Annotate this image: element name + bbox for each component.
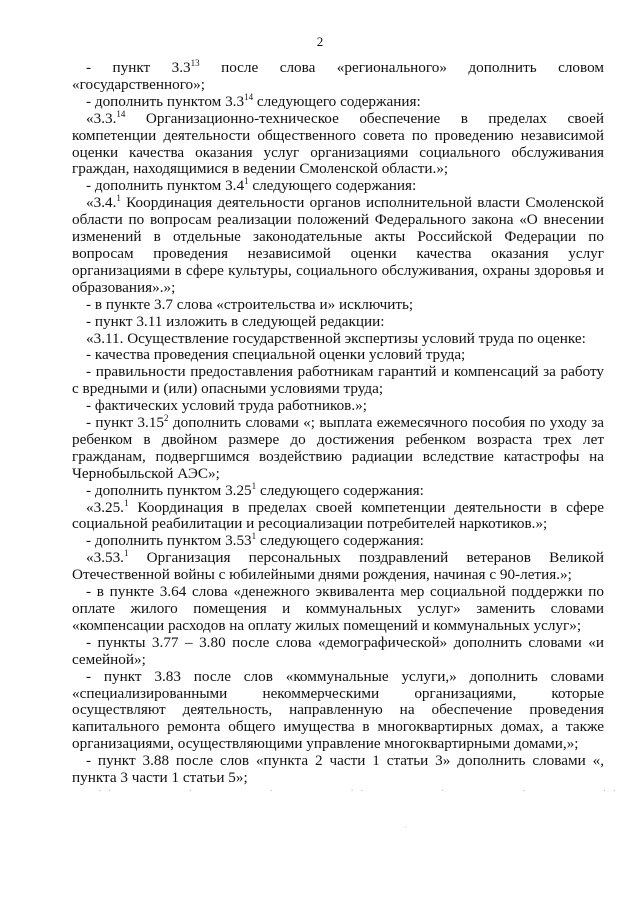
text-run: «3.11. Осуществление государственной экспертизы условий труда по оценке:: [86, 329, 586, 347]
text-run: «3.53.: [86, 549, 124, 567]
text-run: после слова «регионального» дополнить словом «государственного»;: [72, 59, 604, 93]
text-run: - дополнить пунктом 3.53: [86, 532, 252, 550]
text-run: Организация персональных поздравлений ветеранов Великой Отечественной войны с юбилейными днями рождения, начиная с 90-летия.»;: [72, 549, 604, 584]
document-body: [72, 57, 604, 787]
text-run: - пункт 3.83 после слов «коммунальные услуги,» дополнить словами «специализированными некоммерческими организациями, которые осуществляют деятельность, направленную на обеспечение проведения капитального ремонта общего имущества в многоквартирных домах, а также организациями, осуществляющими управление многоквартирными домами,»;: [72, 667, 604, 753]
text-run: - в пункте 3.7 слова «строительства и» исключить;: [86, 295, 414, 313]
text-run: следующего содержания:: [253, 92, 421, 110]
text-run: - качества проведения специальной оценки условий труда;: [86, 346, 466, 364]
paragraph: [72, 91, 604, 111]
text-run: - пункт 3.88 после слов «пункта 2 части 1 статьи 3» дополнить словами «, пункта 3 части 1 статьи 5»;: [72, 752, 604, 787]
paragraph: [72, 533, 604, 550]
text-run: - дополнить пунктом 3.25: [86, 481, 252, 499]
text-run: следующего содержания:: [256, 532, 424, 550]
text-run: дополнить словами «; выплата ежемесячного пособия по уходу за ребенком в двойном размере до достижения ребенком возраста трех лет гражданам, подвергшимся воздействию радиации вследствие катастрофы на Чернобыльской АЭС»;: [72, 414, 604, 482]
paragraph: [72, 584, 604, 635]
text-run: - пункт 3.15: [86, 414, 165, 432]
paragraph: [72, 57, 604, 94]
paragraph: [72, 550, 604, 584]
text-run: следующего содержания:: [248, 177, 417, 195]
paragraph: [72, 635, 604, 669]
paragraph: [72, 753, 604, 787]
text-run: «3.25.: [86, 498, 124, 516]
text-run: «3.3.: [86, 109, 117, 127]
paragraph: [72, 195, 604, 296]
text-run: - правильности предоставления работникам гарантий и компенсаций за работу с вредными и (или) опасными условиями труда;: [72, 363, 604, 398]
paragraph: [72, 108, 604, 179]
paragraph: [72, 331, 604, 348]
superscript: 14: [116, 108, 126, 119]
text-run: - пункт 3.3: [86, 59, 191, 76]
superscript: 1: [251, 480, 257, 491]
scan-mark-decoration: ·: [404, 822, 407, 832]
paragraph: [72, 364, 604, 398]
text-run: - пункт 3.11 изложить в следующей редакции:: [86, 312, 385, 330]
scan-dots-decoration: · · · · · · · · · ·: [98, 786, 618, 797]
paragraph: [72, 297, 604, 314]
superscript: 1: [251, 531, 257, 542]
text-run: - фактических условий труда работников.»;: [86, 397, 367, 415]
superscript: 2: [164, 412, 169, 423]
text-run: Координация в пределах своей компетенции деятельности в сфере социальной реабилитации и ресоциализации потребителей наркотиков.»;: [72, 498, 604, 533]
paragraph: [72, 497, 604, 534]
paragraph: [72, 398, 604, 415]
paragraph: [72, 178, 604, 195]
text-run: «3.4.: [86, 194, 117, 212]
paragraph: [72, 314, 604, 331]
text-run: Координация деятельности органов исполнительной власти Смоленской области по вопросам реализации положений Федерального закона «О внесении изменений в отдельные законодательные акты Российской Федерации по вопросам проведения независимой оценки качества оказания услуг организациями в сфере культуры, социального обслуживания, охраны здоровья и образования».»;: [72, 194, 604, 296]
superscript: 1: [123, 548, 129, 559]
superscript: 1: [123, 497, 129, 508]
page-number: 2: [316, 34, 324, 49]
text-run: - в пункте 3.64 слова «денежного эквивалента мер социальной поддержки по оплате жилого помещения и коммунальных услуг» заменить словами «компенсации расходов на оплату жилых помещений и коммунальных услуг»;: [72, 583, 604, 634]
text-run: - дополнить пунктом 3.3: [86, 92, 245, 110]
paragraph: [72, 412, 604, 483]
paragraph: [72, 669, 604, 754]
superscript: 1: [116, 193, 121, 204]
text-run: следующего содержания:: [256, 481, 424, 499]
text-run: - пункты 3.77 – 3.80 после слова «демографической» дополнить словами «и семейной»;: [72, 633, 604, 668]
paragraph: [72, 480, 604, 500]
superscript: 13: [190, 57, 200, 68]
superscript: 1: [244, 176, 249, 187]
superscript: 14: [244, 91, 254, 102]
text-run: - дополнить пунктом 3.4: [86, 177, 245, 195]
paragraph: [72, 347, 604, 364]
text-run: Организационно-техническое обеспечение в пределах своей компетенции деятельности общественного совета по проведению независимой оценки качества оказания услуг организациями социального обслуживания граждан, находящимися в ведении Смоленской области.»;: [72, 109, 604, 178]
